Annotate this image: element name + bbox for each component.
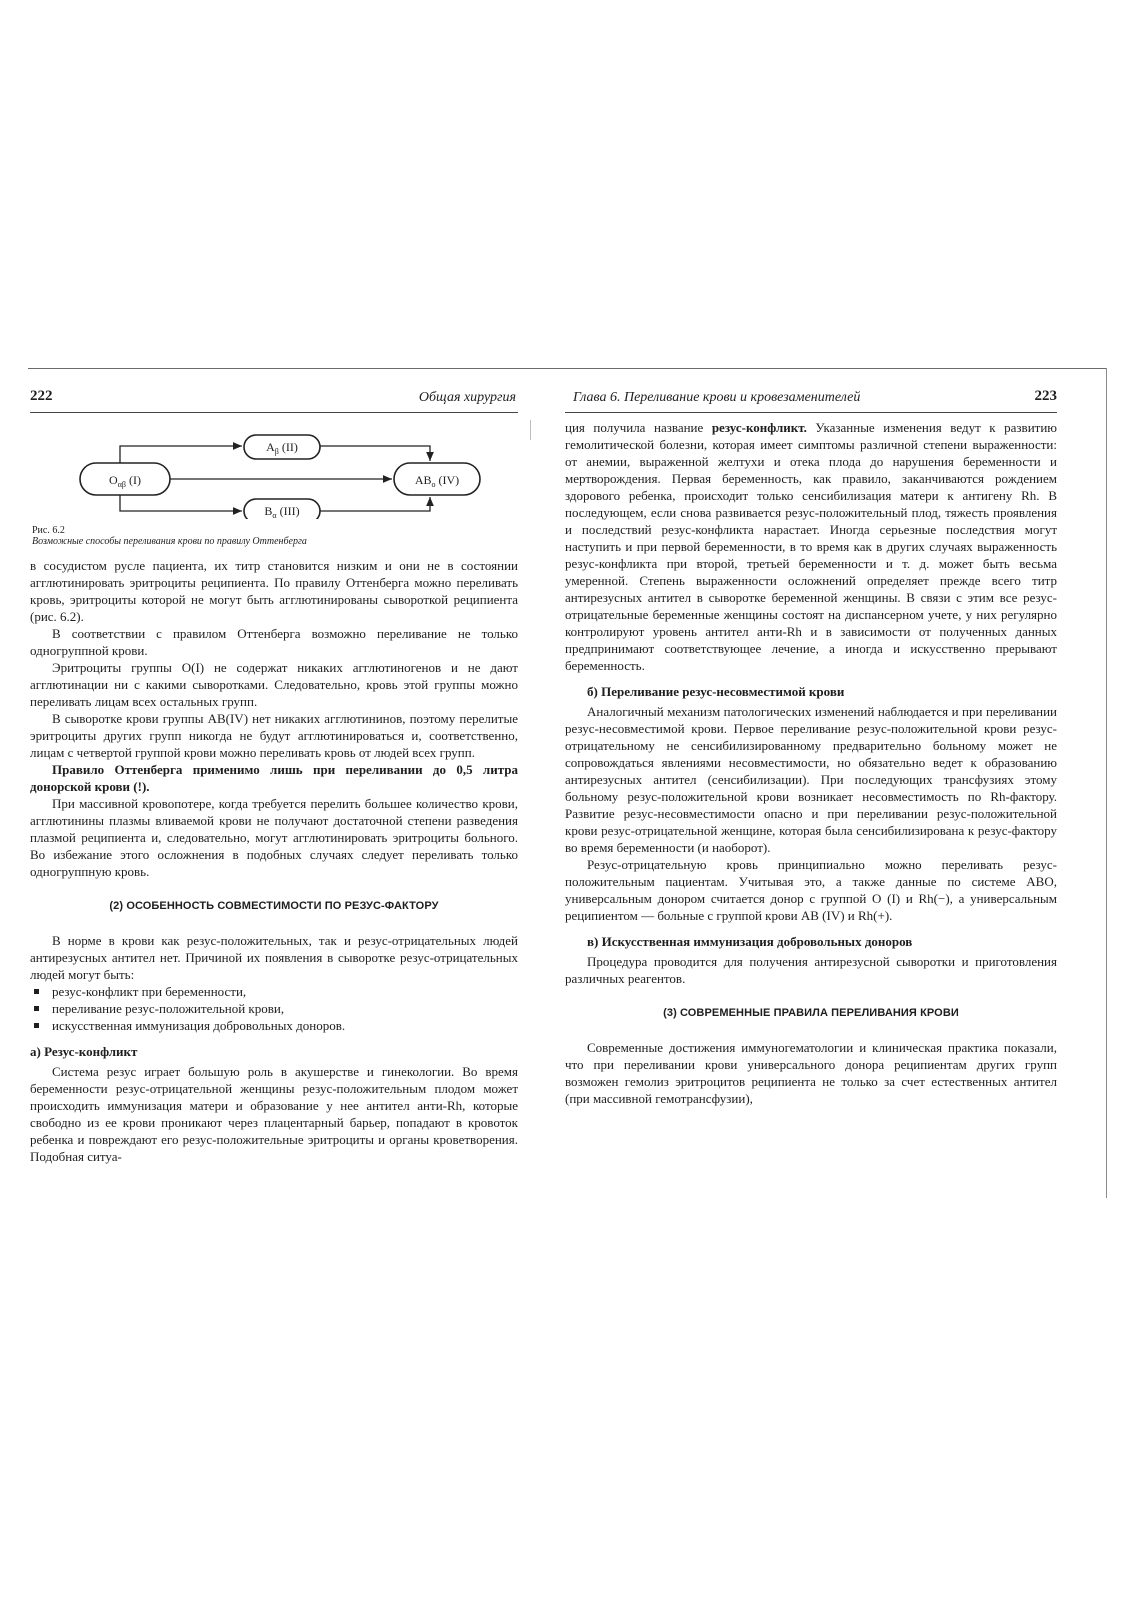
bullet-icon bbox=[34, 989, 39, 994]
arrow-b-to-ab bbox=[320, 497, 430, 511]
running-head-left bbox=[30, 388, 518, 413]
paragraph: Современные достижения иммуногематологии и клиническая практика показали, что при переливании крови универсального донора реципиентам других групп возможен гемолиз эритроцитов реципиента не только за счет естественных антител (при массивной гемотрансфузии), bbox=[565, 1040, 1057, 1106]
arrow-a-to-ab bbox=[320, 446, 430, 461]
subhead-incompatible-transfusion: б) Переливание резус-несовместимой крови bbox=[587, 684, 845, 699]
paragraph: в сосудистом русле пациента, их титр становится низким и они не в состоянии агглютинировать эритроциты реципиента. По правилу Оттенберга можно переливать кровь, эритроциты которой не могут быть агглютинированы сывороткой реципиента (рис. 6.2). bbox=[30, 558, 518, 624]
page-number-left: 222 bbox=[30, 388, 53, 404]
page-edge bbox=[1106, 368, 1107, 1198]
node-a-label: $A_\beta$ (II) bbox=[266, 440, 298, 456]
paragraph: Эритроциты группы O(I) не содержат никаких агглютиногенов и не дают агглютинации ни с какими сыворотками. Следовательно, кровь этой группы можно переливать лицам всех остальных групп. bbox=[30, 660, 518, 709]
list-item: переливание резус-положительной крови, bbox=[30, 1000, 518, 1017]
paragraph: В сыворотке крови группы AB(IV) нет никаких агглютининов, поэтому перелитые эритроциты других групп никогда не будут агглютинироваться и, соответственно, лицам с четвертой группой крови можно переливать кровь от людей всех групп. bbox=[30, 711, 518, 760]
figure-caption: Возможные способы переливания крови по правилу Оттенберга bbox=[32, 536, 307, 547]
node-ab-label: $AB_o$ (IV) bbox=[414, 473, 460, 489]
paragraph: При массивной кровопотере, когда требуется перелить большее количество крови, агглютинины плазмы вливаемой крови не получают достаточной степени разведения плазмой реципиента и, следовательно, могут агглютинировать эритроциты больного. Во избежание этого осложнения в подобных случаях следует переливать только одногруппную кровь. bbox=[30, 796, 518, 879]
term-rh-conflict: резус-конфликт. bbox=[711, 420, 807, 435]
paragraph: Аналогичный механизм патологических изменений наблюдается и при переливании резус-несовместимой крови. Первое переливание резус-положительной крови резус-отрицательному не сенсибилизированному предварительно больному может не сопровождаться явлениями несовместимости, но обязательно ведет к образованию антирезусных антител (сенсибилизации). При последующих трансфузиях этому больному резус-положительной крови возникает несовместимость по Rh-фактору. Развитие резус-несовместимости опасно и при переливании резус-положительной крови резус-отрицательной женщине, которая была сенсибилизирована к резус-фактору во время беременности (и наоборот). bbox=[565, 704, 1057, 855]
bullet-icon bbox=[34, 1023, 39, 1028]
gutter-mark bbox=[530, 420, 531, 440]
subhead-rh-conflict: а) Резус-конфликт bbox=[30, 1044, 138, 1059]
section-title-rh: (2) ОСОБЕННОСТЬ СОВМЕСТИМОСТИ ПО РЕЗУС-ФАКТОРУ bbox=[109, 900, 439, 912]
paragraph: Система резус играет большую роль в акушерстве и гинекологии. Во время беременности резус-отрицательной женщины резус-положительным плодом может происходить иммунизация матери и образование у нее антител анти-Rh, которые свободно из ее крови проникают через плацентарный барьер, попадают в кровоток ребенка и повреждают его резус-положительные эритроциты и органы кроветворения. Подобная ситуа- bbox=[30, 1064, 518, 1164]
running-title-right: Глава 6. Переливание крови и кровезаменителей bbox=[573, 390, 861, 405]
paragraph: ция получила название резус-конфликт. Указанные изменения ведут к развитию гемолитической болезни, которая имеет симптомы различной степени выраженности: от анемии, выраженной желтухи и отека плода до нарушения беременности и мертворождения. Первая беременность, как правило, заканчиваются рождением здорового ребенка, происходит только сенсибилизация матери к антигену Rh. В последующем, если снова развивается резус-положительный плод, тяжесть проявления и последствий резус-конфликта нарастает. Иногда серьезные последствия могут наступить и при первой беременности, в то время как в других случаях выраженность резус-конфликта при второй, третьей беременности и т. д. может быть весьма умеренной. Степень выраженности осложнений определяет прежде всего титр антирезусных антител в сыворотке беременной женщины. В связи с этим все резус-отрицательные беременные женщины состоят на диспансерном учете, у них регулярно контролируют уровень антител анти-Rh и в зависимости от полученных данных предпринимают соответствующее лечение, а иногда и искусственно прерывают беременность. bbox=[565, 420, 1057, 673]
rule-note: Правило Оттенберга применимо лишь при переливании до 0,5 литра донорской крови (!). bbox=[30, 762, 518, 794]
running-head-right bbox=[565, 388, 1057, 413]
figure-label: Рис. 6.2 bbox=[32, 525, 65, 536]
paragraph: Резус-отрицательную кровь принципиально можно переливать резус-положительным пациентам. Учитывая это, а также данные по системе АВО, универсальным донором считается донор с группой O (I) и Rh(−), а универсальным реципиентом — больные с группой крови AB (IV) и Rh(+). bbox=[565, 857, 1057, 923]
top-rule bbox=[28, 368, 1106, 369]
list-item: искусственная иммунизация добровольных доноров. bbox=[30, 1017, 518, 1034]
ottenberg-diagram bbox=[30, 419, 518, 519]
paragraph: Процедура проводится для получения антирезусной сыворотки и приготовления различных реагентов. bbox=[565, 954, 1057, 986]
arrow-o-to-a bbox=[120, 446, 242, 463]
left-page bbox=[30, 388, 518, 1165]
cause-list bbox=[30, 983, 518, 1034]
section-intro: В норме в крови как резус-положительных, так и резус-отрицательных людей антирезусных антител нет. Причиной их появления в сыворотке резус-отрицательных людей могут быть: bbox=[30, 933, 518, 982]
paragraph: В соответствии с правилом Оттенберга возможно переливание не только одногруппной крови. bbox=[30, 626, 518, 658]
arrow-o-to-b bbox=[120, 494, 242, 511]
list-item: резус-конфликт при беременности, bbox=[30, 983, 518, 1000]
section-title-modern-rules: (3) СОВРЕМЕННЫЕ ПРАВИЛА ПЕРЕЛИВАНИЯ КРОВИ bbox=[663, 1007, 959, 1019]
bullet-icon bbox=[34, 1006, 39, 1011]
page-number-right: 223 bbox=[1034, 388, 1057, 404]
node-o-label: $O_{\alpha\beta}$ (I) bbox=[109, 473, 141, 489]
subhead-donor-immunization: в) Искусственная иммунизация добровольных доноров bbox=[587, 934, 913, 949]
right-page bbox=[565, 388, 1057, 1107]
node-b-label: $B_\alpha$ (III) bbox=[264, 504, 300, 519]
running-title-left: Общая хирургия bbox=[418, 390, 516, 405]
